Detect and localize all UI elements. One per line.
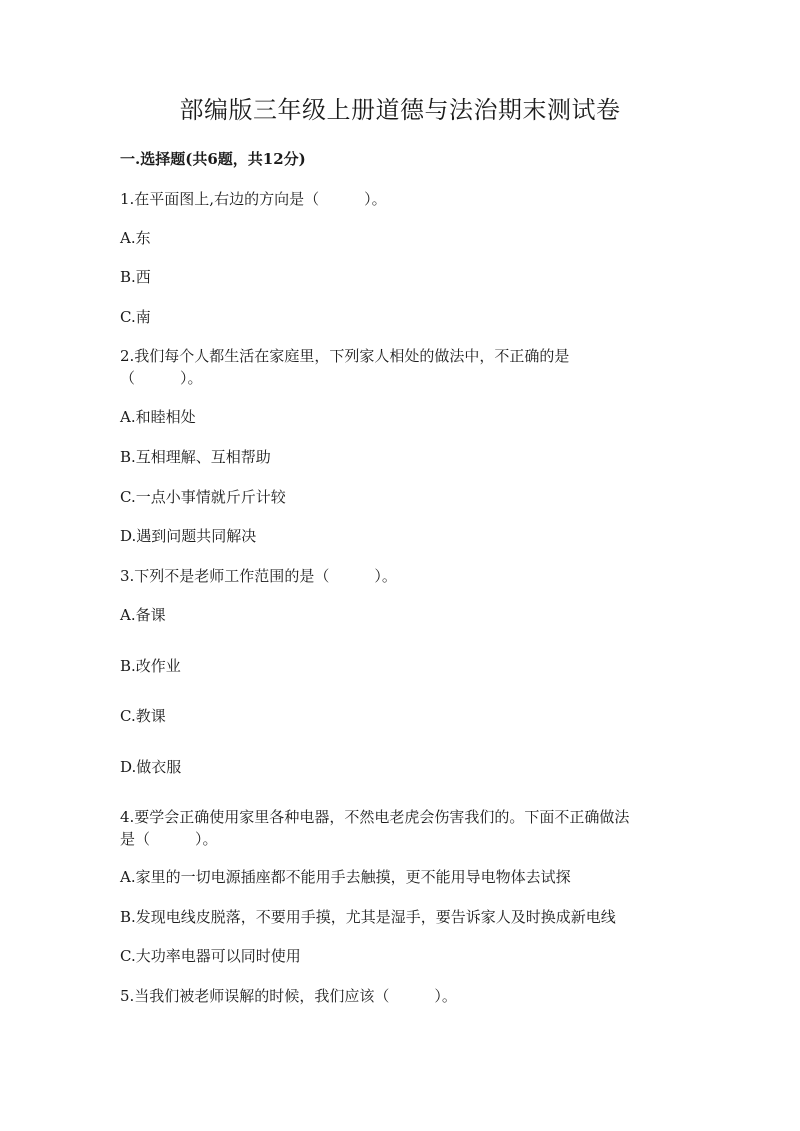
question-1-option-b: B.西 <box>120 268 151 286</box>
question-2-option-a: A.和睦相处 <box>120 408 196 426</box>
question-2-stem-cont: （ ）。 <box>120 369 203 387</box>
question-3-option-d: D.做衣服 <box>120 758 182 776</box>
question-3-option-b: B.改作业 <box>120 657 181 675</box>
question-1-stem: 1.在平面图上,右边的方向是（ ）。 <box>120 190 387 208</box>
question-3-option-a: A.备课 <box>120 606 166 624</box>
page-title: 部编版三年级上册道德与法治期末测试卷 <box>179 96 621 124</box>
question-4-stem: 4.要学会正确使用家里各种电器，不然电老虎会伤害我们的。下面不正确做法 <box>120 808 630 826</box>
question-4-option-c: C.大功率电器可以同时使用 <box>120 947 301 965</box>
question-3-option-c: C.教课 <box>120 707 166 725</box>
question-4-stem-cont: 是（ ）。 <box>120 830 218 848</box>
question-4-option-b: B.发现电线皮脱落，不要用手摸，尤其是湿手，要告诉家人及时换成新电线 <box>120 908 616 926</box>
question-5-stem: 5.当我们被老师误解的时候，我们应该（ ）。 <box>120 987 457 1005</box>
question-2-option-d: D.遇到问题共同解决 <box>120 527 257 545</box>
question-3-stem: 3.下列不是老师工作范围的是（ ）。 <box>120 567 397 585</box>
question-2-option-c: C.一点小事情就斤斤计较 <box>120 488 286 506</box>
question-4-option-a: A.家里的一切电源插座都不能用手去触摸，更不能用导电物体去试探 <box>120 868 571 886</box>
question-2-option-b: B.互相理解、互相帮助 <box>120 448 271 466</box>
question-1-option-a: A.东 <box>120 229 151 247</box>
question-1-option-c: C.南 <box>120 308 151 326</box>
section-heading: 一.选择题(共6题，共12分) <box>120 150 306 168</box>
question-2-stem: 2.我们每个人都生活在家庭里，下列家人相处的做法中，不正确的是 <box>120 347 570 365</box>
